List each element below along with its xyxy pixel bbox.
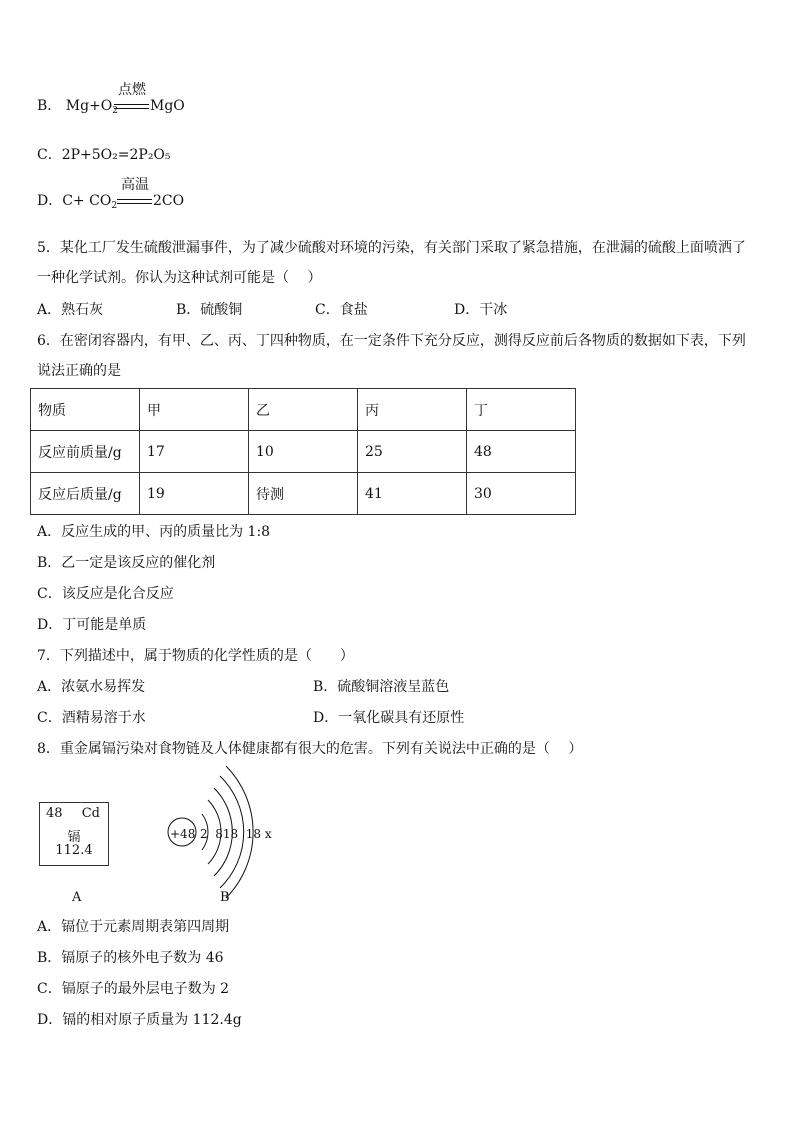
double-line (117, 199, 152, 204)
equation-d (37, 192, 117, 215)
table-cell: 30 (467, 473, 576, 515)
atomic-number: 48 (46, 806, 63, 821)
q5-option-c: C．食盐 (315, 302, 368, 318)
question-8-stem: 8．重金属镉污染对食物链及人体健康都有很大的危害。下列有关说法中正确的是（ ） (37, 741, 583, 757)
element-name: 镉 (67, 830, 81, 845)
table-cell: 甲 (140, 389, 249, 431)
reactants: D．C+ CO (37, 193, 112, 209)
q7-option-d: D．一氧化碳具有还原性 (313, 710, 465, 726)
q5-option-d: D．干冰 (454, 302, 508, 318)
option-label: B． (37, 98, 62, 114)
table-cell: 25 (358, 431, 467, 473)
table-cell: 反应后质量/g (31, 473, 140, 515)
q8-option-d: D．镉的相对原子质量为 112.4g (37, 1012, 242, 1028)
table-cell: 反应前质量/g (31, 431, 140, 473)
q7-option-a: A．浓氨水易挥发 (37, 679, 146, 695)
q5-option-a: A．熟石灰 (37, 302, 104, 318)
subscript: 2 (112, 106, 118, 116)
table-cell: 19 (140, 473, 249, 515)
products: MgO (150, 98, 185, 114)
q8-option-c: C．镉原子的最外层电子数为 2 (37, 981, 230, 997)
table-cell: 17 (140, 431, 249, 473)
q6-option-c: C．该反应是化合反应 (37, 586, 174, 602)
table-cell: 10 (249, 431, 358, 473)
element-cell (39, 802, 109, 866)
figure-label-b: B (220, 890, 230, 905)
q6-option-a: A．反应生成的甲、丙的质量比为 1:8 (37, 524, 271, 540)
equation-b (37, 97, 118, 120)
q6-option-d: D．丁可能是单质 (37, 617, 147, 633)
electron-shells: 2 818 18 x (200, 827, 272, 841)
nucleus-charge: +48 (170, 827, 196, 841)
q8-option-a: A．镉位于元素周期表第四周期 (37, 919, 230, 935)
table-cell: 乙 (249, 389, 358, 431)
subscript: 2 (111, 201, 118, 211)
table-cell: 48 (467, 431, 576, 473)
reactants: Mg+O (65, 98, 113, 114)
table-cell: 丁 (467, 389, 576, 431)
double-line (114, 104, 149, 109)
q5-option-b: B．硫酸铜 (176, 302, 243, 318)
products: 2CO (153, 193, 185, 209)
figure-label-a: A (72, 890, 82, 905)
reaction-condition: 高温 (121, 177, 149, 193)
question-7-stem: 7．下列描述中，属于物质的化学性质的是（ ） (37, 648, 354, 664)
table-cell: 丙 (358, 389, 467, 431)
table-row (31, 473, 576, 515)
table-row (31, 431, 576, 473)
table-cell: 物质 (31, 389, 140, 431)
table-header-row (31, 389, 576, 431)
q7-option-b: B．硫酸铜溶液呈蓝色 (313, 679, 450, 695)
q8-option-b: B．镉原子的核外电子数为 46 (37, 950, 224, 966)
element-symbol: Cd (81, 806, 100, 821)
atomic-mass: 112.4 (55, 843, 93, 858)
q6-option-b: B．乙一定是该反应的催化剂 (37, 555, 216, 571)
table-cell: 待测 (249, 473, 358, 515)
question-6-stem: 6．在密闭容器内，有甲、乙、丙、丁四种物质，在一定条件下充分反应，测得反应前后各物质的数据如下表，下列说法正确的是 (37, 333, 746, 379)
question-5-stem: 5．某化工厂发生硫酸泄漏事件，为了减少硫酸对环境的污染，有关部门采取了紧急措施，在泄漏的硫酸上面喷洒了一种化学试剂。你认为这种试剂可能是（ ） (37, 240, 746, 286)
equation-c: C．2P+5O₂=2P₂O₅ (37, 147, 171, 163)
reaction-condition: 点燃 (118, 82, 146, 98)
q7-option-c: C．酒精易溶于水 (37, 710, 146, 726)
table-cell: 41 (358, 473, 467, 515)
data-table (30, 388, 576, 515)
